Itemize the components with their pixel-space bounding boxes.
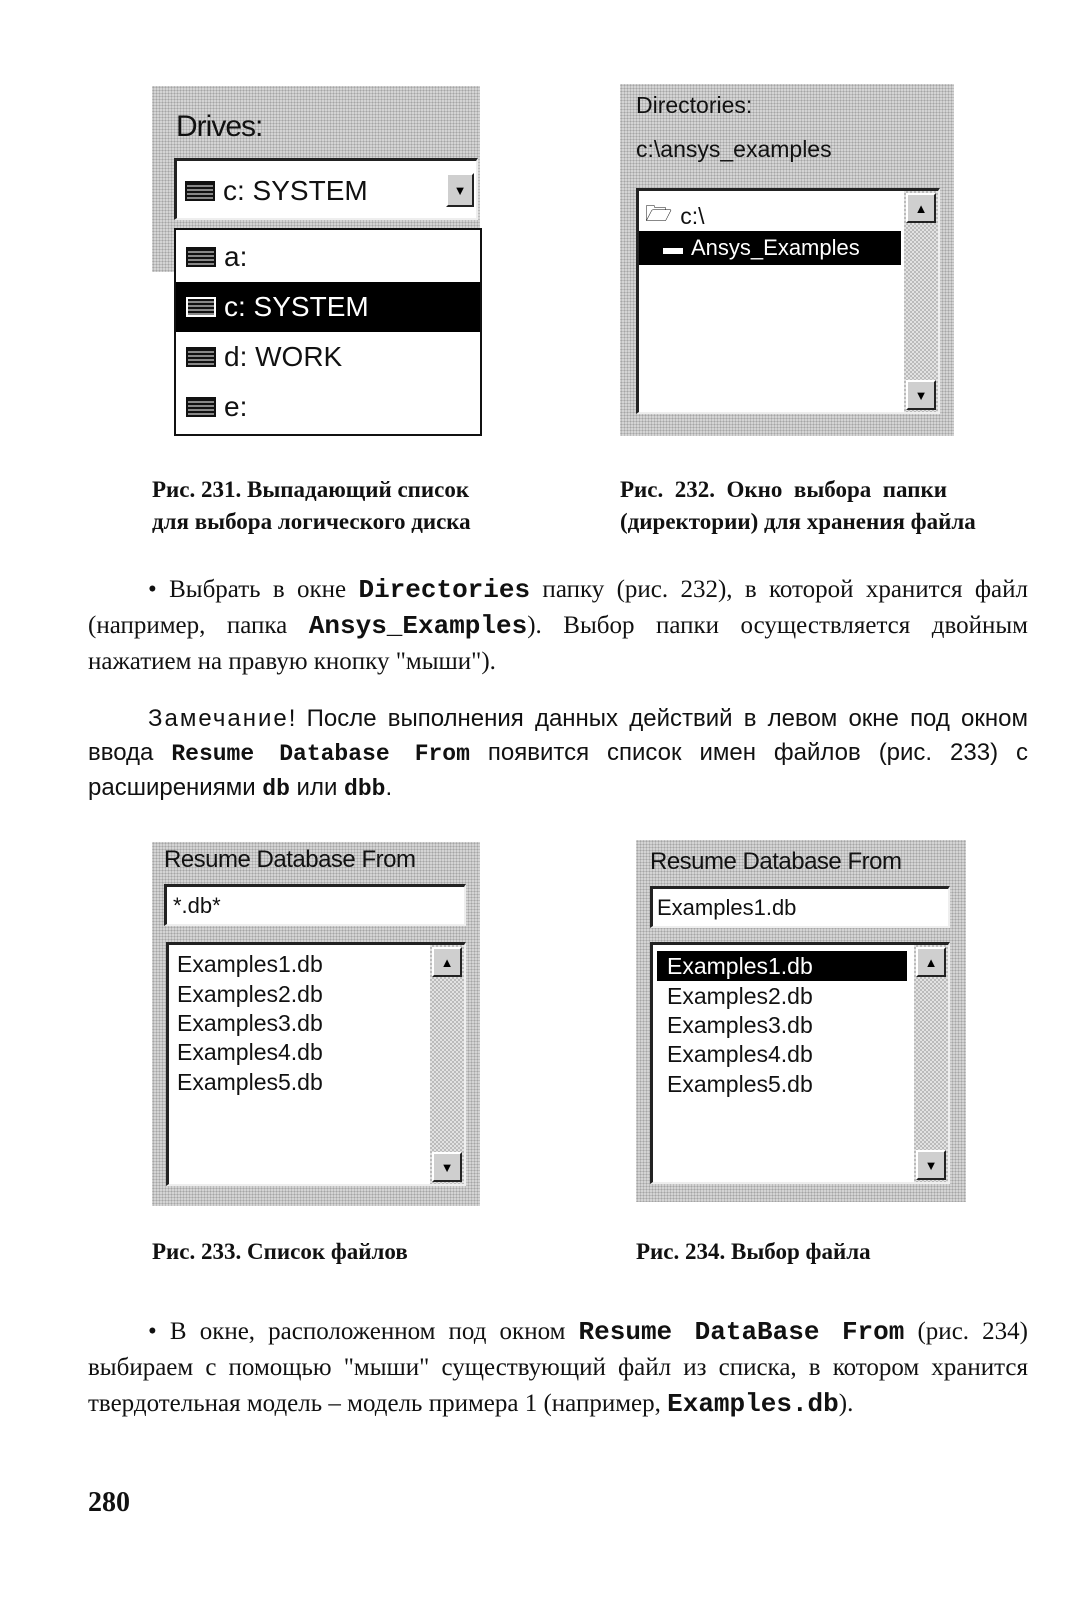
- hard-drive-icon: [186, 297, 216, 317]
- figure-231-caption: Рис. 231. Выпадающий список для выбора логического диска: [152, 477, 471, 534]
- drives-selected-value: c: SYSTEM: [223, 175, 368, 206]
- file-select-scrollbar[interactable]: [914, 945, 948, 1182]
- chevron-up-icon: ▲: [914, 200, 928, 216]
- resume-database-label: Resume Database From: [650, 848, 902, 875]
- dropdown-arrow-button[interactable]: [446, 173, 474, 207]
- figure-234-caption: Рис. 234. Выбор файла: [636, 1239, 871, 1264]
- file-listbox-selection[interactable]: [650, 942, 950, 1184]
- drive-option-d[interactable]: d: WORK: [176, 332, 480, 382]
- file-item[interactable]: Examples2.db: [177, 981, 323, 1007]
- folder-open-icon: 🗁: [645, 201, 673, 226]
- paragraph-file-select: • В окне, расположенном под окном Resume DataBase From (рис. 234) выбираем с помощью "мыши" существующий файл из списка, в котором хранится твердотельная модель – модель примера 1 (например, Examples.db).: [88, 1317, 1028, 1419]
- resume-database-label: Resume Database From: [164, 846, 416, 873]
- file-item[interactable]: Examples1.db: [177, 951, 323, 977]
- resume-filename-input[interactable]: Examples1.db: [650, 886, 950, 928]
- file-item[interactable]: Examples5.db: [667, 1071, 813, 1097]
- cd-drive-icon: [186, 397, 216, 417]
- drives-combobox[interactable]: [174, 158, 478, 220]
- directory-item-root[interactable]: 🗁 c:\: [645, 197, 705, 235]
- scroll-down-button[interactable]: [432, 1152, 462, 1182]
- file-item[interactable]: Examples3.db: [177, 1010, 323, 1036]
- note-paragraph: Замечание! После выполнения данных действий в левом окне под окном ввода Resume Database From появится список имен файлов (рис. 233) с расширениями db или dbb.: [88, 705, 1028, 802]
- file-item[interactable]: Examples5.db: [177, 1069, 323, 1095]
- figure-233-caption: Рис. 233. Список файлов: [152, 1239, 408, 1264]
- scroll-up-button[interactable]: [906, 193, 936, 223]
- hard-drive-icon: [186, 347, 216, 367]
- file-list-scrollbar[interactable]: [430, 945, 464, 1184]
- file-item[interactable]: Examples2.db: [667, 983, 813, 1009]
- chevron-down-icon: ▼: [453, 182, 467, 198]
- file-item-selected[interactable]: Examples1.db: [657, 951, 907, 981]
- hard-drive-icon: [185, 181, 215, 201]
- directories-current-path: c:\ansys_examples: [636, 136, 832, 162]
- drive-option-e[interactable]: e:: [176, 382, 480, 432]
- scroll-up-button[interactable]: [432, 947, 462, 977]
- directories-listbox[interactable]: [636, 188, 940, 414]
- scroll-down-button[interactable]: [906, 380, 936, 410]
- paragraph-directories: • Выбрать в окне Directories папку (рис. 232), в которой хранится файл (например, папка Ansys_Examples). Выбор папки осуществляется двойным нажатием на правую кнопку "мыши").: [88, 575, 1028, 675]
- drive-option-a[interactable]: a:: [176, 232, 480, 282]
- drives-label: Drives:: [176, 110, 263, 143]
- file-listbox[interactable]: [166, 942, 466, 1186]
- chevron-down-icon: ▼: [914, 387, 928, 403]
- file-item[interactable]: Examples4.db: [177, 1039, 323, 1065]
- directories-scrollbar[interactable]: [904, 191, 938, 412]
- chevron-down-icon: ▼: [924, 1157, 938, 1173]
- drives-dropdown-list: [174, 228, 482, 436]
- directory-item-ansys-examples[interactable]: ▬ Ansys_Examples: [639, 231, 901, 265]
- resume-filter-input[interactable]: *.db*: [164, 884, 466, 926]
- file-item[interactable]: Examples3.db: [667, 1012, 813, 1038]
- floppy-drive-icon: [186, 247, 216, 267]
- chevron-up-icon: ▲: [440, 954, 454, 970]
- chevron-up-icon: ▲: [924, 954, 938, 970]
- drive-option-c[interactable]: c: SYSTEM: [176, 282, 480, 332]
- folder-icon: ▬: [663, 236, 683, 259]
- scroll-up-button[interactable]: [916, 947, 946, 977]
- scroll-down-button[interactable]: [916, 1150, 946, 1180]
- page-number: 280: [88, 1487, 130, 1518]
- file-item[interactable]: Examples4.db: [667, 1041, 813, 1067]
- figure-232-caption: Рис. 232. Окно выбора папки (директории) для хранения файла: [620, 477, 976, 534]
- directories-label: Directories:: [636, 92, 753, 118]
- chevron-down-icon: ▼: [440, 1159, 454, 1175]
